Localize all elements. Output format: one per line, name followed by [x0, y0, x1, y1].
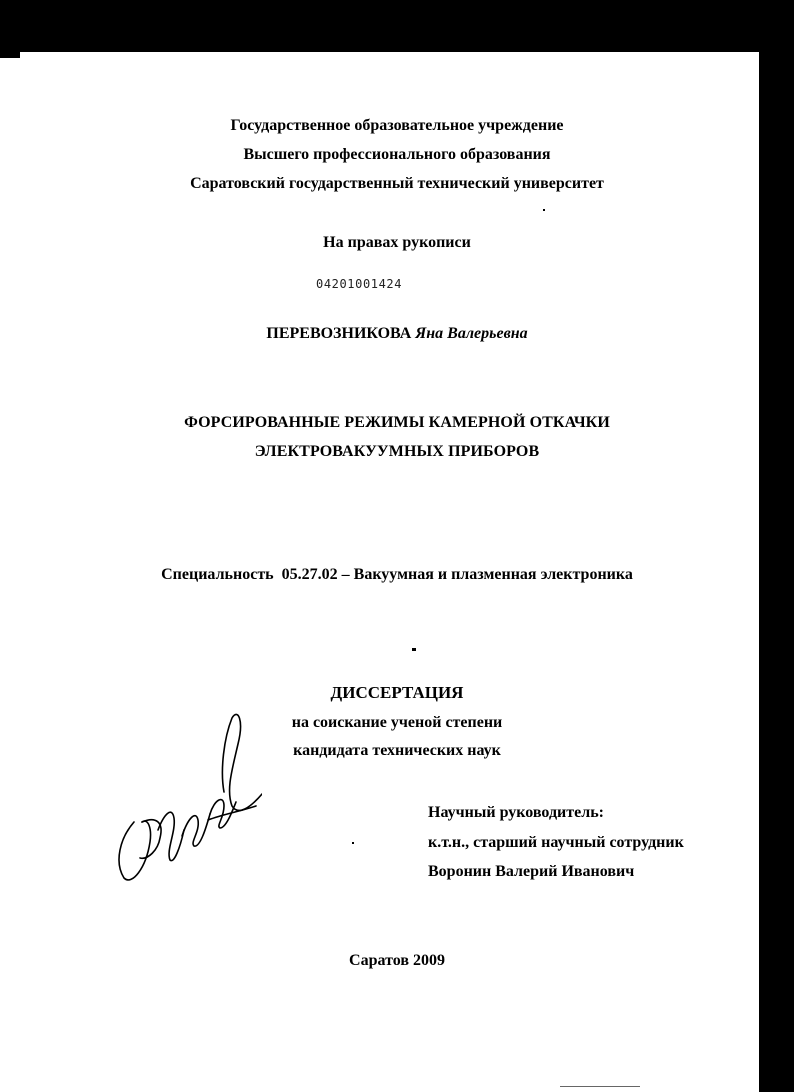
- dissertation-heading: ДИССЕРТАЦИЯ: [330, 683, 464, 702]
- signature-stroke: [182, 814, 210, 846]
- specialty-code: 05.27.02: [281, 566, 338, 583]
- institution-line-1: Государственное образовательное учреждение: [230, 117, 564, 134]
- supervisor-position: к.т.н., старший научный сотрудник: [428, 834, 684, 851]
- thesis-title-line-2: ЭЛЕКТРОВАКУУМНЫХ ПРИБОРОВ: [254, 443, 540, 460]
- author-given-names: Яна Валерьевна: [415, 325, 528, 342]
- signature-stroke: [222, 714, 262, 810]
- bottom-rule: [560, 1086, 640, 1087]
- institution-line-2: Высшего профессионального образования: [243, 146, 551, 163]
- signature-stroke: [119, 821, 150, 880]
- signature-stroke: [158, 812, 184, 860]
- scan-border-right-notch: [772, 52, 794, 92]
- scan-border-left: [0, 0, 20, 58]
- specialty-label: Специальность: [161, 566, 274, 583]
- speck: [412, 648, 416, 651]
- supervisor-name: Воронин Валерий Иванович: [428, 863, 635, 880]
- catalog-number: 04201001424: [316, 277, 403, 291]
- speck: [543, 209, 545, 211]
- supervisor-label: Научный руководитель:: [428, 804, 604, 821]
- scan-border-top: [0, 0, 794, 52]
- author-line: [0, 324, 794, 344]
- city-year: Саратов 2009: [349, 952, 445, 969]
- rights-note: На правах рукописи: [323, 234, 471, 251]
- degree-line-2: кандидата технических наук: [293, 742, 501, 759]
- specialty-name: Вакуумная и плазменная электроника: [353, 566, 633, 583]
- degree-line-1: на соискание ученой степени: [291, 714, 503, 731]
- institution-line-3: Саратовский государственный технический университет: [190, 175, 604, 192]
- thesis-title-line-1: ФОРСИРОВАННЫЕ РЕЖИМЫ КАМЕРНОЙ ОТКАЧКИ: [184, 414, 610, 431]
- specialty-line: [0, 565, 794, 585]
- signature-stroke: [208, 806, 256, 820]
- author-surname: ПЕРЕВОЗНИКОВА: [266, 325, 412, 342]
- specialty-separator: –: [341, 566, 350, 583]
- speck: [352, 842, 354, 844]
- author-signature: [112, 710, 262, 890]
